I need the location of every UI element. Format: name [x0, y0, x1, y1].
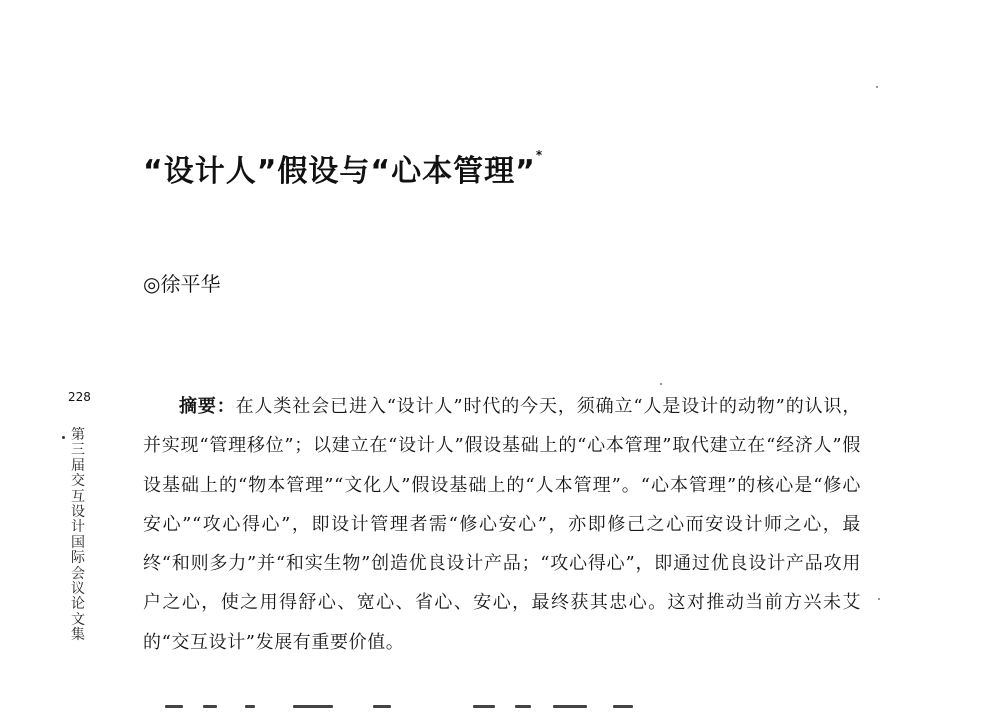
- author-name: ◎徐平华: [143, 272, 221, 296]
- scan-speck: [876, 86, 878, 88]
- side-label-char: 交: [71, 473, 85, 490]
- side-label-char: 第: [71, 427, 85, 443]
- article-title-text: “设计人”假设与“心本管理”: [143, 154, 536, 189]
- side-label-char: 三: [71, 442, 85, 459]
- side-running-title: [70, 428, 86, 644]
- side-label-bullet: [62, 436, 65, 439]
- page-number: 228: [68, 390, 91, 404]
- side-label-char: 计: [71, 519, 85, 536]
- side-label-char: 设: [71, 504, 85, 521]
- side-label-char: 论: [71, 596, 85, 613]
- abstract-paragraph: [143, 387, 861, 662]
- side-label-char: 际: [71, 550, 85, 567]
- abstract-text: 在人类社会已进入“设计人”时代的今天，须确立“人是设计的动物”的认识，并实现“管理移位”；以建立在“设计人”假设基础上的“心本管理”取代建立在“经济人”假设基础上的“物本管理”“文化人”假设基础上的“人本管理”。“心本管理”的核心是“修心安心”“攻心得心”，即设计管理者需“修心安心”，亦即修己之心而安设计师之心，最终“和则多力”并“和实生物”创造优良设计产品；“攻心得心”，即通过优良设计产品攻用户之心，使之用得舒心、宽心、省心、安心，最终获其忠心。这对推动当前方兴未艾的“交互设计”发展有重要价值。: [143, 396, 861, 653]
- side-label-char: 文: [71, 611, 85, 628]
- article-title: [143, 146, 543, 190]
- scan-speck: [660, 383, 662, 385]
- title-footnote-marker: *: [535, 148, 544, 162]
- side-label-char: 国: [71, 534, 85, 551]
- side-label-char: 会: [71, 565, 85, 582]
- side-label-char: 互: [71, 488, 85, 505]
- scan-speck: [878, 598, 880, 600]
- side-label-char: 集: [71, 627, 85, 644]
- side-label-char: 议: [71, 581, 85, 598]
- cropped-next-text-line: [143, 703, 743, 712]
- abstract-label: 摘要：: [179, 396, 236, 417]
- side-label-char: 届: [71, 457, 85, 474]
